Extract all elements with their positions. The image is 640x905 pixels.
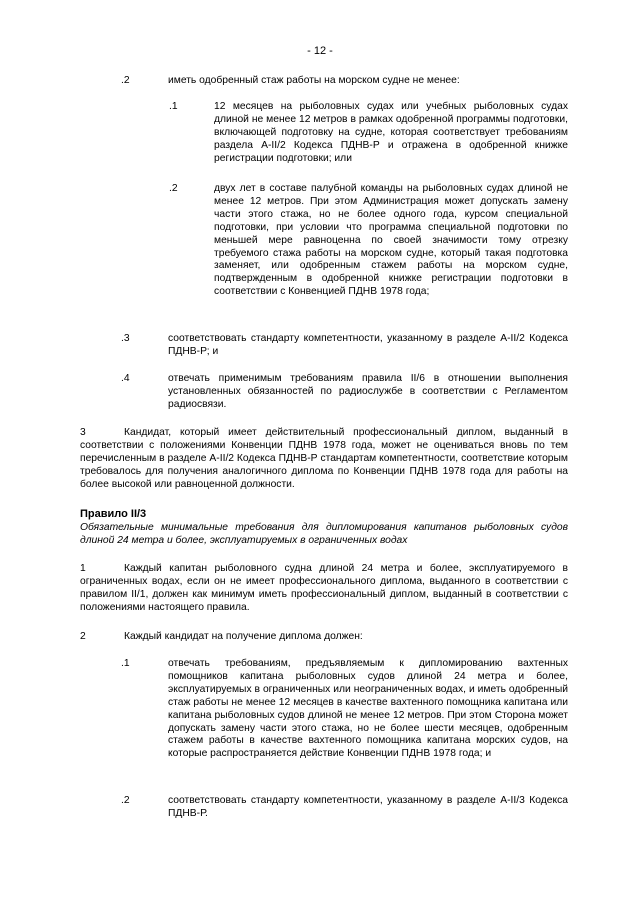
item-2-2-label: .2 [169, 183, 178, 194]
item-2-1-text: 12 месяцев на рыболовных судах или учебных рыболовных судах длиной не менее 12 метров в рамках одобренной программы подготовки, включающей подготовку на судне, которая соответствует требованиям раздела A-II/2 Кодекса ПДНВ-Р и отражена в одобренной книжке регистрации подготовки; или [214, 101, 568, 164]
rule-paragraph-1-text: Каждый капитан рыболовного судна длиной 24 метра и более, эксплуатируемого в ограниченных водах, если он не имеет профессионального диплома, выданного в соответствии с правилом II/1, должен как минимум иметь профессиональный диплом, выданный в соответствии с положениями настоящего правила. [80, 563, 568, 613]
rule-2-2-label: .2 [121, 795, 130, 806]
page-number: - 12 - [307, 45, 333, 57]
rule-paragraph-2-label: 2 [80, 631, 86, 642]
rule-2-2-text: соответствовать стандарту компетентности, указанному в разделе A-II/3 Кодекса ПДНВ-Р. [168, 795, 568, 819]
item-2-1-label: .1 [169, 101, 178, 112]
rule-2-1-text: отвечать требованиям, предъявляемым к дипломированию вахтенных помощников капитана рыболовных судов длиной 24 метра и более, эксплуатируемых в ограниченных или неограниченных водах, и иметь одобренный стаж работы не менее 12 месяцев в качестве вахтенного помощника капитана или капитана рыболовных судов длиной не менее 12 метров. При этом Сторона может допускать замену части этого стажа, но не более шести месяцев, одобренным стажем работы в качестве вахтенного помощника капитана морских судов, на которые распространяется действие Конвенции ПДНВ 1978 года; и [168, 658, 568, 760]
item-4-text: отвечать применимым требованиям правила II/6 в отношении выполнения установленных обязанностей по радиослужбе в соответствии с Регламентом радиосвязи. [168, 373, 568, 410]
item-3-text: соответствовать стандарту компетентности, указанному в разделе A-II/2 Кодекса ПДНВ-Р; и [168, 333, 568, 357]
rule-paragraph-2-text: Каждый кандидат на получение диплома должен: [124, 631, 363, 642]
paragraph-3 [80, 427, 568, 492]
rule-2-1-label: .1 [121, 658, 130, 669]
item-2-text: иметь одобренный стаж работы на морском судне не менее: [168, 75, 460, 86]
item-3-label: .3 [121, 333, 130, 344]
rule-paragraph-1-label: 1 [80, 563, 86, 574]
paragraph-3-label: 3 [80, 427, 86, 438]
rule-subtitle: Обязательные минимальные требования для дипломирования капитанов рыболовных судов длиной 24 метра и более, эксплуатируемых в ограниченных водах [80, 522, 568, 546]
paragraph-3-text: Кандидат, который имеет действительный профессиональный диплом, выданный в соответствии с положениями Конвенции ПДНВ 1978 года, может не оцениваться вновь по тем перечисленным в разделе A-II/2 Кодекса ПДНВ-Р стандартам компетентности, соответствие которым требовалось для получения аналогичного диплома по Конвенции ПДНВ 1978 года для работы на более высокой или равноценной должности. [80, 427, 568, 490]
item-4-label: .4 [121, 373, 130, 384]
item-2-label: .2 [121, 75, 130, 86]
item-2-2-text: двух лет в составе палубной команды на рыболовных судах длиной не менее 12 метров. При этом Администрация может допускать замену части этого стажа, но не более одного года, курсом специальной подготовки, при условии что программа специальной подготовки по меньшей мере равноценна по своей значимости тому отрезку требуемого стажа работы на морском судне, который такая подготовка заменяет, или одобренным стажем работы на морском судне, подтвержденным в одобренной книжке регистрации подготовки в соответствии с Конвенцией ПДНВ 1978 года; [214, 183, 568, 298]
rule-heading: Правило II/3 [80, 508, 147, 520]
